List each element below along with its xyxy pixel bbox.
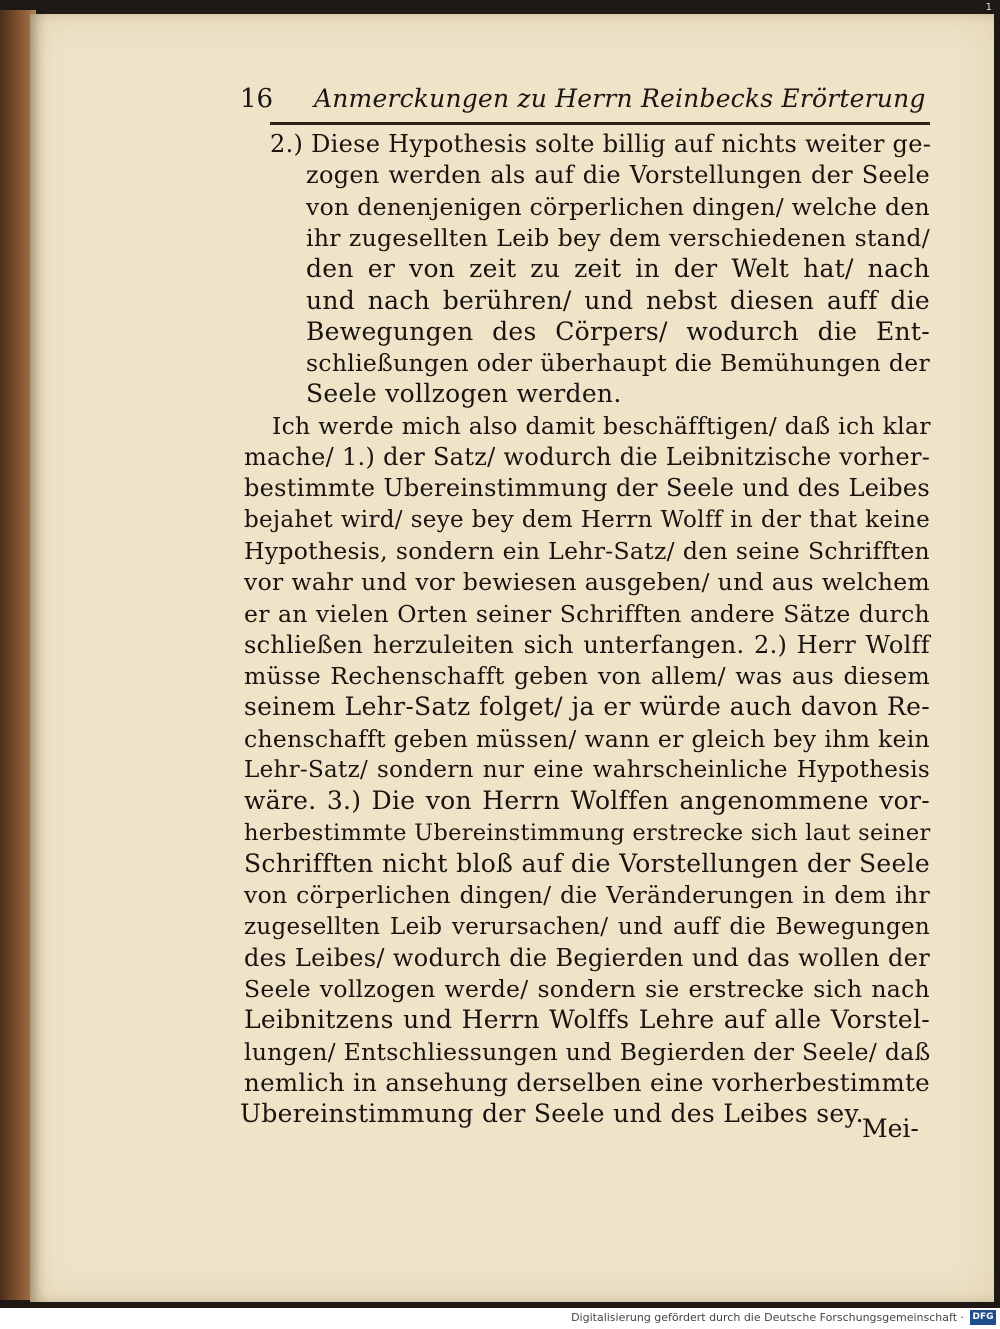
text-line: zugesellten Leib verursachen/ und auff die Bewegungen [244,913,930,940]
text-line: Seele vollzogen werde/ sondern sie erstrecke sich nach [244,975,930,1004]
text-line: nemlich in ansehung derselben eine vorherbestimmte [244,1068,930,1097]
text-line: Schrifften nicht bloß auf die Vorstellungen der Seele [244,848,930,878]
footer-bar [0,1308,1000,1329]
text-line: 2.) Diese Hypothesis solte billig auf nichts weiter ge- [270,130,932,158]
text-line: und nach berühren/ und nebst diesen auff die [306,285,930,315]
header-rule [270,122,930,125]
text-line: schließen herzuleiten sich unterfangen. 2.) Herr Wolff [244,630,930,659]
digitization-credit: Digitalisierung gefördert durch die Deutsche Forschungsgemeinschaft · [571,1311,964,1324]
text-line: seinem Lehr-Satz folget/ ja er würde auch davon Re- [244,692,930,722]
text-line: wäre. 3.) Die von Herrn Wolffen angenommene vor- [244,786,930,816]
text-line: Bewegungen des Cörpers/ wodurch die Ent- [306,316,930,346]
text-line: müsse Rechenschafft geben von allem/ was aus diesem [244,662,930,691]
text-line: ihr zugesellten Leib bey dem verschiedenen stand/ [306,223,930,252]
text-line: schließungen oder überhaupt die Bemühungen der [306,349,930,378]
text-line: den er von zeit zu zeit in der Welt hat/ nach [306,254,930,284]
text-line: er an vielen Orten seiner Schrifften andere Sätze durch [244,599,930,628]
text-line: herbestimmte Ubereinstimmung erstrecke sich laut seiner [244,819,931,846]
text-line: Ich werde mich also damit beschäfftigen/ daß ich klar [272,411,931,440]
text-line: von cörperlichen dingen/ die Veränderungen in dem ihr [244,881,930,910]
text-line: vor wahr und vor bewiesen ausgeben/ und aus welchem [244,568,930,597]
text-line: zogen werden als auf die Vorstellungen der Seele [306,161,930,190]
text-line: Lehr-Satz/ sondern nur eine wahrscheinliche Hypothesis [244,757,930,783]
text-line: Leibnitzens und Herrn Wolffs Lehre auf alle Vorstel- [244,1005,930,1035]
text-line: bestimmte Ubereinstimmung der Seele und des Leibes [244,474,930,503]
text-line: Ubereinstimmung der Seele und des Leibes sey. [240,1099,864,1129]
running-head [240,78,936,124]
running-head-title: Anmerckungen zu Herrn Reinbecks Erörterung [314,84,926,113]
text-line: lungen/ Entschliessungen und Begierden der Seele/ daß [244,1037,931,1066]
text-line: chenschafft geben müssen/ wann er gleich bey ihm kein [244,724,930,753]
corner-mark: 1 [985,2,992,13]
text-line: Seele vollzogen werden. [306,379,622,409]
text-line: Hypothesis, sondern ein Lehr-Satz/ den seine Schrifften [244,536,930,565]
text-line: bejahet wird/ seye bey dem Herrn Wolff in der that keine [244,506,930,533]
catchword: Mei- [862,1114,919,1143]
text-line: von denenjenigen cörperlichen dingen/ welche den [306,192,930,221]
text-line: des Leibes/ wodurch die Begierden und das wollen der [244,943,930,972]
text-line: mache/ 1.) der Satz/ wodurch die Leibnitzische vorher- [244,443,931,471]
dfg-logo: DFG [970,1310,996,1325]
page-number: 16 [240,84,274,114]
